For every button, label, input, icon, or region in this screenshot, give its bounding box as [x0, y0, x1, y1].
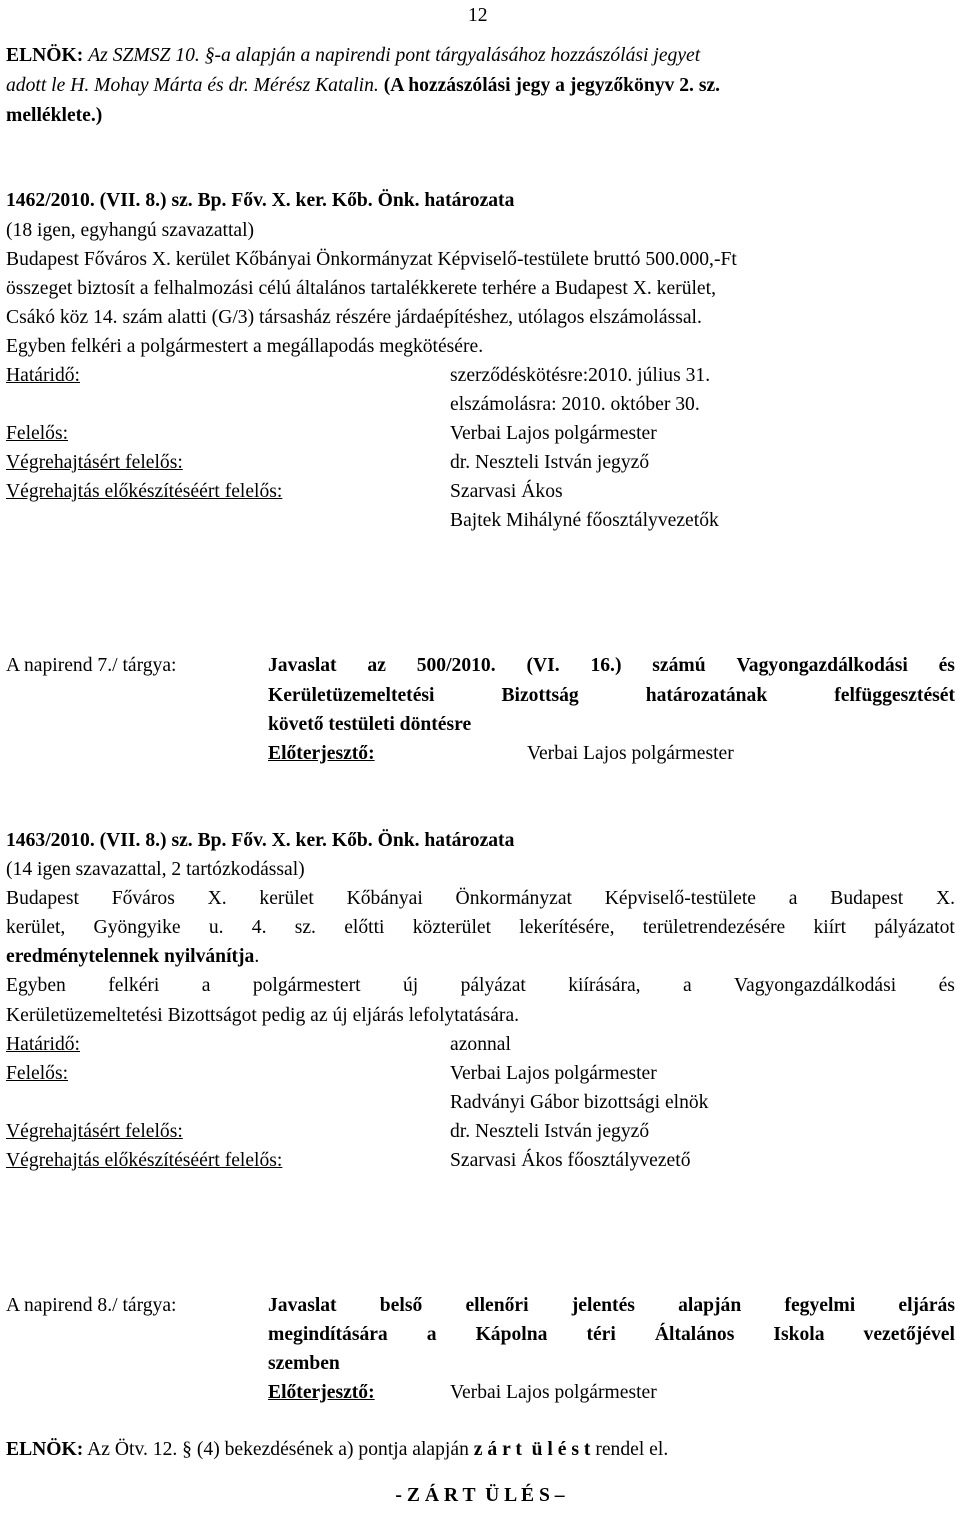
agenda-title-line: megindítására a Kápolna téri Általános Iskola vezetőjével	[268, 1324, 955, 1345]
preparation-value: Bajtek Mihályné főosztályvezetők	[450, 510, 719, 531]
resolution-body-line: Budapest Főváros X. kerület Kőbányai Önkormányzat Képviselő-testülete bruttó 500.000,-Ft	[6, 249, 737, 270]
resolution-body-line: Kerületüzemeltetési Bizottságot pedig az új eljárás lefolytatására.	[6, 1005, 520, 1026]
intro-line-1	[6, 44, 955, 68]
closed-session-spaced: z á r t ü l é s t	[473, 1439, 591, 1460]
intro-line-3: melléklete.)	[6, 105, 103, 126]
chair-label: ELNÖK:	[6, 1439, 84, 1460]
agenda-label: A napirend 7./ tárgya:	[6, 655, 177, 676]
agenda-title-line: szemben	[268, 1353, 340, 1374]
deadline-value: azonnal	[450, 1034, 511, 1055]
chair-label: ELNÖK:	[6, 45, 84, 66]
deadline-label: Határidő:	[6, 365, 80, 386]
agenda-title-line: Kerületüzemeltetési Bizottság határozatának felfüggesztését	[268, 685, 955, 706]
deadline-value: szerződéskötésre:2010. július 31.	[450, 365, 711, 386]
presenter-value: Verbai Lajos polgármester	[527, 743, 734, 764]
closing-text-tail: rendel el.	[595, 1439, 669, 1460]
agenda-title-line: Javaslat az 500/2010. (VI. 16.) számú Vagyongazdálkodási és	[268, 655, 955, 676]
preparation-value: Szarvasi Ákos	[450, 481, 563, 502]
preparation-value: Szarvasi Ákos főosztályvezető	[450, 1150, 691, 1171]
resolution-body-line: kerület, Gyöngyike u. 4. sz. előtti közterület lekerítésére, területrendezésére kiírt pályázatot	[6, 917, 955, 938]
execution-label: Végrehajtásért felelős:	[6, 1121, 183, 1142]
execution-value: dr. Neszteli István jegyző	[450, 452, 650, 473]
preparation-label: Végrehajtás előkészítéséért felelős:	[6, 1150, 283, 1171]
resolution-body-line: összeget biztosít a felhalmozási célú általános tartalékkerete terhére a Budapest X. kerület,	[6, 278, 716, 299]
page-number: 12	[468, 5, 488, 26]
decision-tail: .	[254, 946, 260, 967]
intro-text-italic-2: adott le H. Mohay Márta és dr. Mérész Katalin.	[6, 75, 379, 96]
presenter-label: Előterjesztő:	[268, 1382, 375, 1403]
preparation-label: Végrehajtás előkészítéséért felelős:	[6, 481, 283, 502]
resolution-body-line: Budapest Főváros X. kerület Kőbányai Önkormányzat Képviselő-testülete a Budapest X.	[6, 888, 955, 909]
responsible-label: Felelős:	[6, 423, 69, 444]
resolution-vote: (18 igen, egyhangú szavazattal)	[6, 220, 255, 241]
resolution-body-line: Egyben felkéri a polgármestert új pályázat kiírására, a Vagyongazdálkodási és	[6, 975, 955, 996]
resolution-body-line: Egyben felkéri a polgármestert a megállapodás megkötésére.	[6, 336, 484, 357]
agenda-label: A napirend 8./ tárgya:	[6, 1295, 177, 1316]
intro-line-2	[6, 74, 720, 98]
agenda-title-line: követő testületi döntésre	[268, 714, 472, 735]
intro-text-italic: Az SZMSZ 10. §-a alapján a napirendi pont tárgyalásához hozzászólási jegyet	[88, 45, 701, 66]
closing-text: Az Ötv. 12. § (4) bekezdésének a) pontja alapján	[87, 1439, 469, 1460]
deadline-label: Határidő:	[6, 1034, 80, 1055]
resolution-title: 1462/2010. (VII. 8.) sz. Bp. Főv. X. ker. Kőb. Önk. határozata	[6, 190, 515, 211]
resolution-vote: (14 igen szavazattal, 2 tartózkodással)	[6, 859, 305, 880]
resolution-decision	[6, 945, 259, 969]
intro-text-bold: (A hozzászólási jegy a jegyzőkönyv 2. sz.	[383, 75, 721, 96]
execution-label: Végrehajtásért felelős:	[6, 452, 183, 473]
deadline-value: elszámolásra: 2010. október 30.	[450, 394, 700, 415]
closing-line	[6, 1438, 668, 1462]
decision-bold: eredménytelennek nyilvánítja	[6, 946, 255, 967]
responsible-value: Radványi Gábor bizottsági elnök	[450, 1092, 709, 1113]
resolution-body-line: Csákó köz 14. szám alatti (G/3) társasház részére járdaépítéshez, utólagos elszámolással.	[6, 307, 702, 328]
presenter-value: Verbai Lajos polgármester	[450, 1382, 657, 1403]
execution-value: dr. Neszteli István jegyző	[450, 1121, 650, 1142]
responsible-value: Verbai Lajos polgármester	[450, 423, 657, 444]
responsible-value: Verbai Lajos polgármester	[450, 1063, 657, 1084]
agenda-title-line: Javaslat belső ellenőri jelentés alapján fegyelmi eljárás	[268, 1295, 955, 1316]
presenter-label: Előterjesztő:	[268, 743, 375, 764]
resolution-title: 1463/2010. (VII. 8.) sz. Bp. Főv. X. ker. Kőb. Önk. határozata	[6, 830, 515, 851]
closed-session-heading: - Z Á R T Ü L É S –	[395, 1485, 565, 1506]
responsible-label: Felelős:	[6, 1063, 69, 1084]
